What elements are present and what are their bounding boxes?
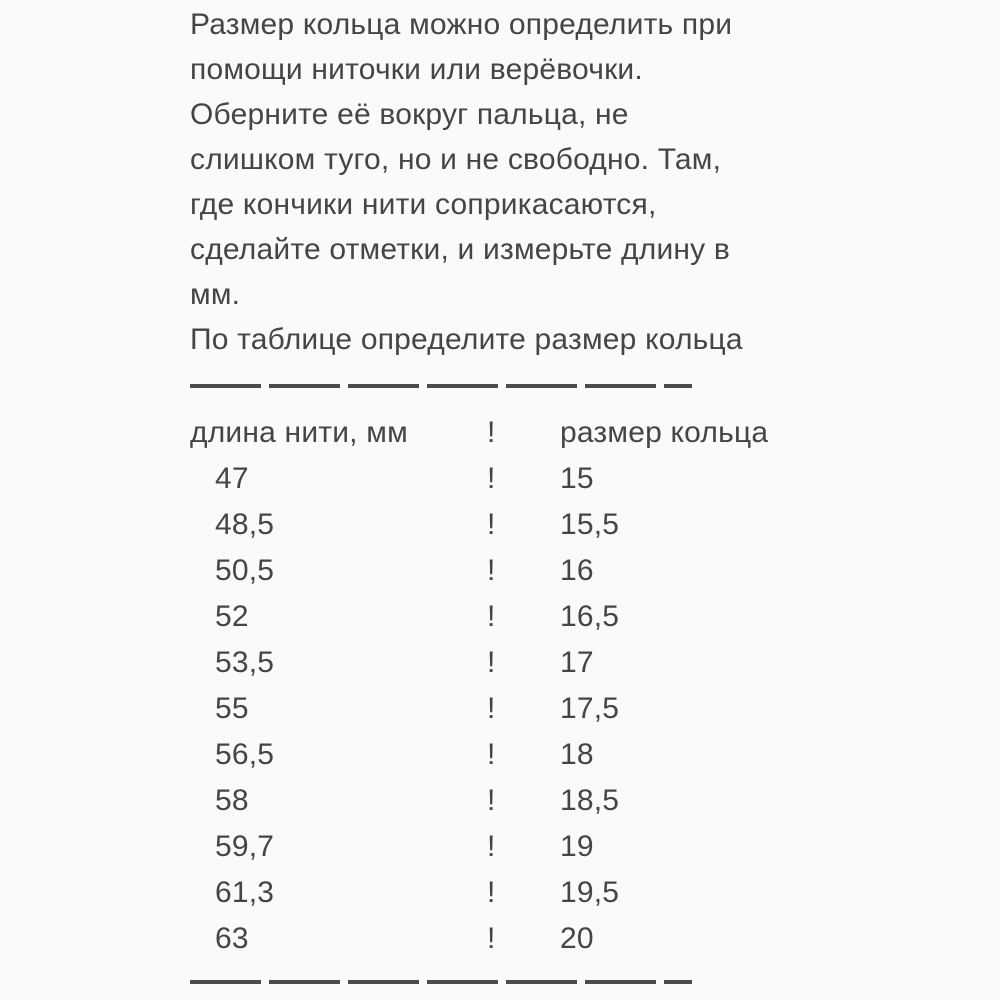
column-separator-mark: ! — [487, 416, 496, 449]
table-cell-ring-size: 15 — [560, 462, 594, 495]
table-cell-ring-size: 16,5 — [560, 600, 620, 633]
table-cell-ring-size: 18 — [560, 738, 594, 771]
intro-line: мм. — [190, 278, 241, 311]
intro-line: Оберните её вокруг пальца, не — [190, 98, 629, 131]
table-cell-ring-size: 15,5 — [560, 508, 620, 541]
table-cell-separator-mark: ! — [487, 922, 496, 955]
table-row — [190, 686, 830, 732]
column-header-thread-length: длина нити, мм — [190, 416, 408, 449]
table-cell-separator-mark: ! — [487, 738, 496, 771]
intro-line: сделайте отметки, и измерьте длину в — [190, 233, 731, 266]
table-header-row — [190, 410, 830, 456]
table-cell-thread-length: 55 — [215, 692, 249, 725]
table-cell-thread-length: 58 — [215, 784, 249, 817]
table-cell-separator-mark: ! — [487, 554, 496, 587]
intro-line: где кончики нити соприкасаются, — [190, 188, 657, 221]
table-cell-ring-size: 17,5 — [560, 692, 620, 725]
table-cell-separator-mark: ! — [487, 646, 496, 679]
table-cell-separator-mark: ! — [487, 876, 496, 909]
table-row — [190, 870, 830, 916]
guide-content — [190, 2, 830, 984]
table-cell-thread-length: 48,5 — [215, 508, 275, 541]
table-cell-thread-length: 56,5 — [215, 738, 275, 771]
table-cell-separator-mark: ! — [487, 692, 496, 725]
intro-line: По таблице определите размер кольца — [190, 323, 743, 356]
table-row — [190, 824, 830, 870]
table-row — [190, 548, 830, 594]
table-cell-ring-size: 18,5 — [560, 784, 620, 817]
ring-size-table — [190, 410, 830, 962]
table-cell-thread-length: 47 — [215, 462, 249, 495]
table-row — [190, 456, 830, 502]
table-cell-thread-length: 63 — [215, 922, 249, 955]
table-row — [190, 502, 830, 548]
table-cell-thread-length: 59,7 — [215, 830, 275, 863]
divider-line-top — [190, 384, 692, 388]
intro-line: слишком туго, но и не свободно. Там, — [190, 143, 722, 176]
table-cell-separator-mark: ! — [487, 784, 496, 817]
table-row — [190, 732, 830, 778]
table-cell-separator-mark: ! — [487, 508, 496, 541]
table-row — [190, 778, 830, 824]
intro-line: Размер кольца можно определить при — [190, 8, 733, 41]
table-cell-thread-length: 53,5 — [215, 646, 275, 679]
table-cell-separator-mark: ! — [487, 462, 496, 495]
table-cell-thread-length: 50,5 — [215, 554, 275, 587]
table-cell-ring-size: 19 — [560, 830, 594, 863]
table-cell-thread-length: 61,3 — [215, 876, 275, 909]
table-row — [190, 594, 830, 640]
table-row — [190, 916, 830, 962]
table-cell-separator-mark: ! — [487, 600, 496, 633]
table-row — [190, 640, 830, 686]
table-cell-ring-size: 19,5 — [560, 876, 620, 909]
table-cell-ring-size: 20 — [560, 922, 594, 955]
column-header-ring-size: размер кольца — [560, 416, 769, 449]
table-cell-ring-size: 16 — [560, 554, 594, 587]
intro-line: помощи ниточки или верёвочки. — [190, 53, 643, 86]
intro-paragraph — [190, 2, 830, 362]
table-cell-ring-size: 17 — [560, 646, 594, 679]
table-cell-thread-length: 52 — [215, 600, 249, 633]
divider-line-bottom — [190, 980, 692, 984]
table-cell-separator-mark: ! — [487, 830, 496, 863]
